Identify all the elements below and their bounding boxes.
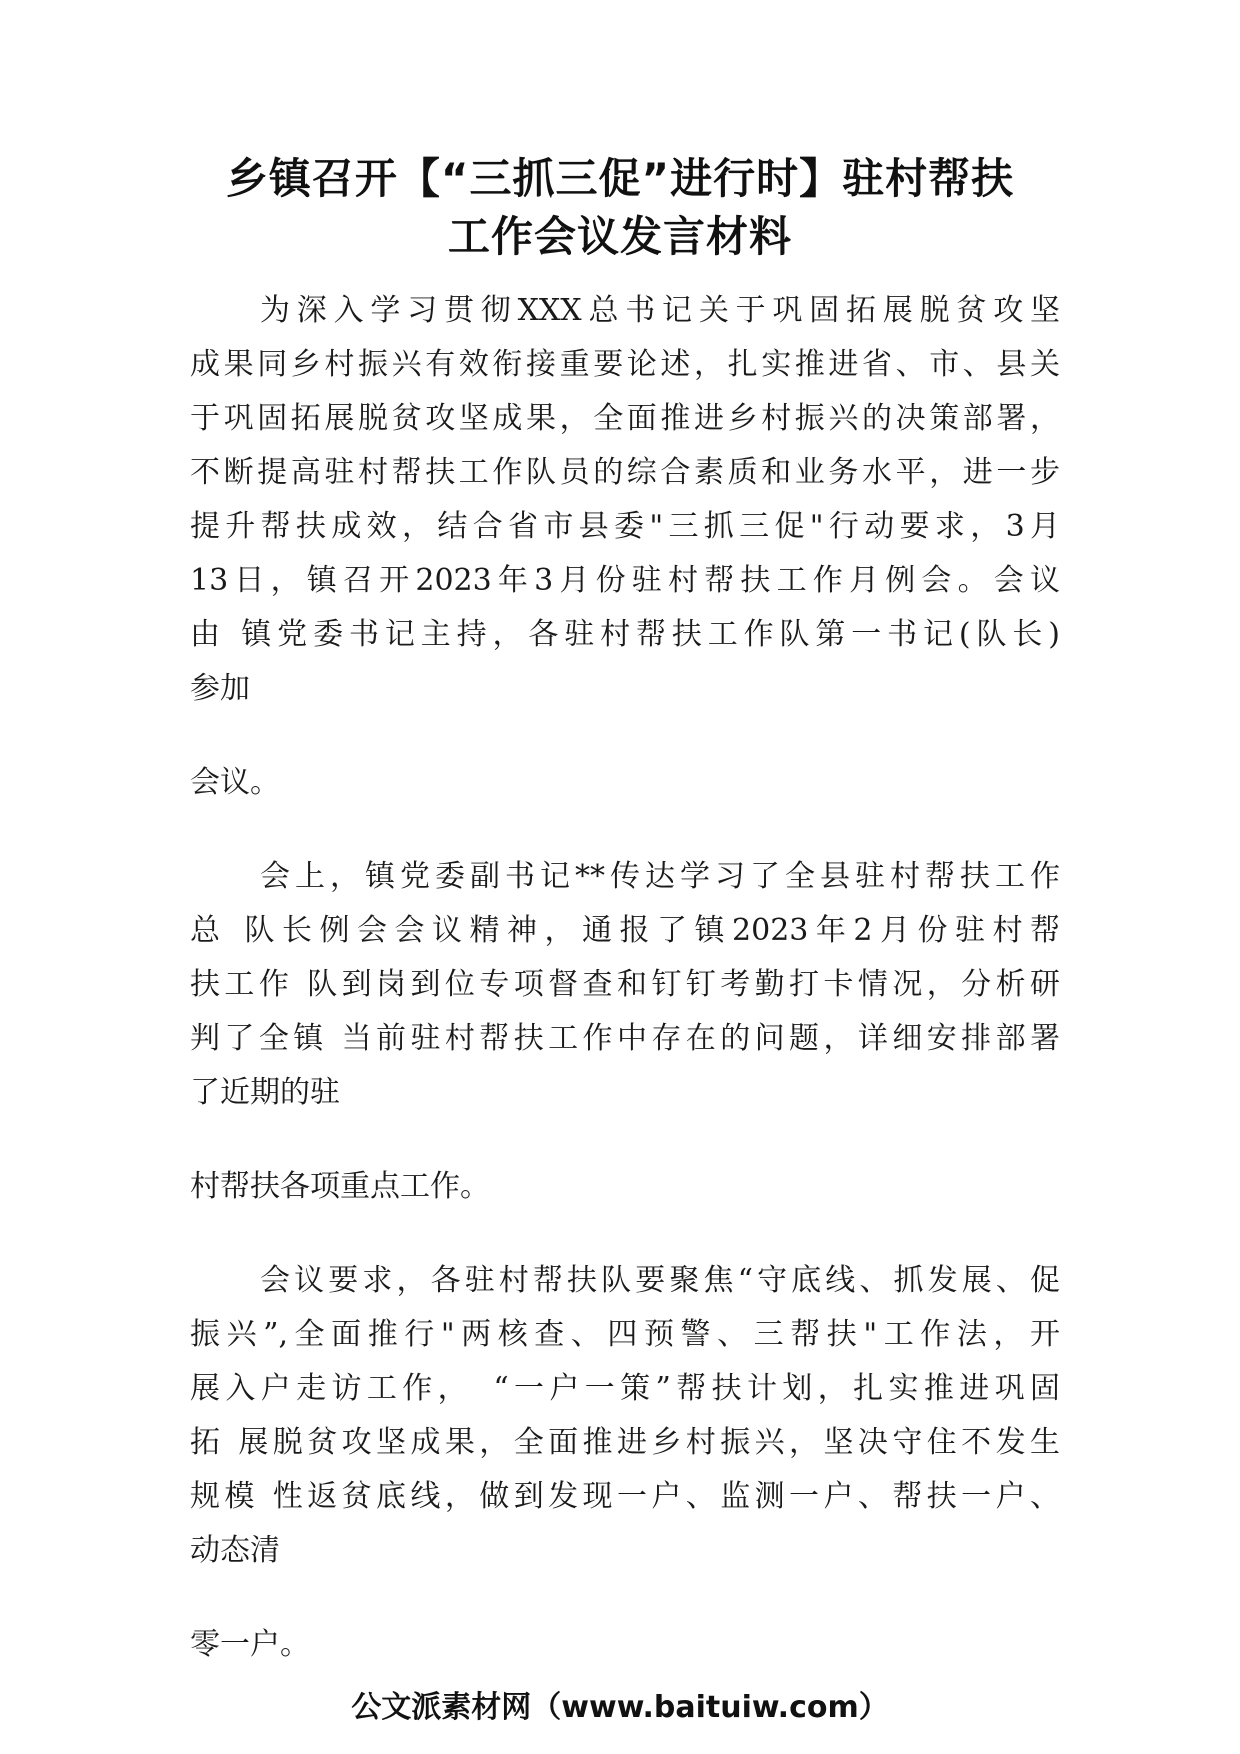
text-line: 总 队长例会会议精神，通报了镇2023年2月份驻村帮 xyxy=(190,913,1060,948)
document-body xyxy=(190,284,1060,1672)
paragraph-2 xyxy=(190,850,1060,1214)
text-line: 参加 xyxy=(190,671,250,706)
text-line: 村帮扶各项重点工作。 xyxy=(190,1169,490,1204)
paragraph-1 xyxy=(190,284,1060,810)
text-line: 振兴”,全面推行"两核查、四预警、三帮扶"工作法，开 xyxy=(190,1317,1060,1352)
text-line: 会议。 xyxy=(190,765,280,800)
title-line: 工作会议发言材料 xyxy=(447,212,792,261)
text-line: 成果同乡村振兴有效衔接重要论述，扎实推进省、市、县关 xyxy=(190,347,1060,382)
footer-watermark: 公文派素材网（www.baituiw.com） xyxy=(351,1690,889,1725)
text-line: 13日，镇召开2023年3月份驻村帮扶工作月例会。会议 xyxy=(190,563,1060,598)
title-line: 乡镇召开【“三抓三促”进行时】驻村帮扶 xyxy=(225,154,1015,203)
text-line: 扶工作 队到岗到位专项督查和钉钉考勤打卡情况，分析研 xyxy=(190,967,1060,1002)
text-line: 会议要求，各驻村帮扶队要聚焦“守底线、抓发展、促 xyxy=(260,1263,1060,1298)
text-line: 展入户走访工作， “一户一策”帮扶计划，扎实推进巩固 xyxy=(190,1371,1060,1406)
paragraph-3 xyxy=(190,1254,1060,1672)
text-line: 提升帮扶成效，结合省市县委"三抓三促"行动要求，3月 xyxy=(190,509,1060,544)
text-line: 动态清 xyxy=(190,1533,280,1568)
text-line: 判了全镇 当前驻村帮扶工作中存在的问题，详细安排部署 xyxy=(190,1021,1060,1056)
text-line: 由 镇党委书记主持，各驻村帮扶工作队第一书记(队长) xyxy=(190,617,1060,652)
document-title xyxy=(150,150,1090,266)
text-line: 为深入学习贯彻XXX总书记关于巩固拓展脱贫攻坚 xyxy=(260,293,1060,328)
text-line: 了近期的驻 xyxy=(190,1075,340,1110)
text-line: 会上，镇党委副书记**传达学习了全县驻村帮扶工作 xyxy=(260,859,1060,894)
text-line: 规模 性返贫底线，做到发现一户、监测一户、帮扶一户、 xyxy=(190,1479,1060,1514)
text-line: 拓 展脱贫攻坚成果，全面推进乡村振兴，坚决守住不发生 xyxy=(190,1425,1060,1460)
text-line: 于巩固拓展脱贫攻坚成果，全面推进乡村振兴的决策部署， xyxy=(190,401,1060,436)
text-line: 零一户。 xyxy=(190,1627,310,1662)
text-line: 不断提高驻村帮扶工作队员的综合素质和业务水平，进一步 xyxy=(190,455,1060,490)
